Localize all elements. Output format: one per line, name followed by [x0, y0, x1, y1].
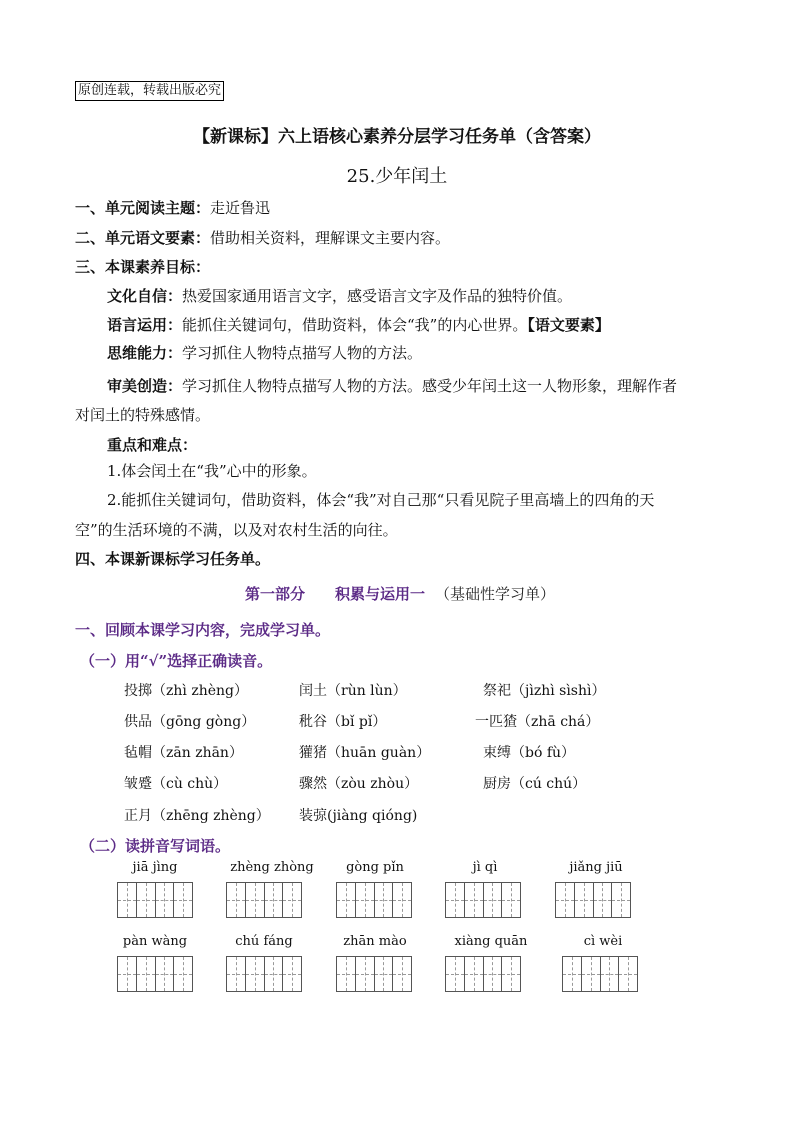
document-title: 【新课标】六上语核心素养分层学习任务单（含答案） — [193, 127, 601, 147]
pronunciation-item: 一匹猹（zhā chá） — [475, 714, 600, 730]
pronunciation-item: 秕谷（bǐ pǐ） — [299, 714, 387, 730]
writing-grid[interactable] — [226, 956, 302, 992]
pinyin-label: jiǎng jiū — [569, 860, 623, 875]
goal-aesthetic — [107, 376, 677, 396]
goal-text: 能抓住关键词句，借助资料，体会“我”的内心世界。 — [182, 316, 528, 334]
pronunciation-item: 毡帽（zān zhān） — [124, 745, 243, 761]
lesson-title: 25.少年闰土 — [346, 166, 448, 187]
part-subtitle: 积累与运用一 — [335, 585, 426, 603]
section-language-element — [75, 228, 450, 248]
section-task-list: 四、本课新课标学习任务单。 — [75, 550, 271, 568]
goal-label: 文化自信： — [107, 287, 183, 305]
goal-thinking — [107, 343, 422, 363]
pronunciation-item: 獾猪（huān guàn） — [299, 745, 431, 761]
goal-text: 学习抓住人物特点描写人物的方法。 — [182, 344, 423, 362]
pinyin-label: cì wèi — [583, 934, 623, 949]
pronunciation-item: 装弶(jiàng qióng) — [299, 808, 418, 824]
key-point-2-cont: 空”的生活环境的不满，以及对农村生活的向往。 — [75, 521, 398, 539]
writing-grid[interactable] — [117, 956, 193, 992]
pronunciation-item: 皱蹙（cù chù） — [124, 776, 228, 792]
pinyin-label: jiā jìng — [132, 860, 178, 875]
section-text: 借助相关资料，理解课文主要内容。 — [210, 229, 451, 247]
writing-grid[interactable] — [562, 956, 638, 992]
part-note: （基础性学习单） — [435, 585, 556, 603]
writing-grid[interactable] — [117, 882, 193, 918]
writing-grid[interactable] — [336, 956, 412, 992]
goal-label: 审美创造： — [107, 377, 183, 395]
pinyin-label: jì qì — [472, 860, 498, 875]
goal-aesthetic-cont: 对闰土的特殊感情。 — [75, 406, 211, 424]
copyright-notice: 原创连载，转载出版必究 — [75, 81, 224, 101]
goal-language — [107, 315, 610, 335]
section-reading-theme — [75, 198, 270, 218]
goal-label: 语言运用： — [107, 316, 183, 334]
section-label: 二、单元语文要素： — [75, 229, 211, 247]
pinyin-label: zhèng zhòng — [230, 860, 314, 875]
key-point-2: 2.能抓住关键词句，借助资料，体会“我”对自己那“只看见院子里高墙上的四角的天 — [107, 491, 655, 509]
pronunciation-item: 骤然（zòu zhòu） — [299, 776, 419, 792]
writing-grid[interactable] — [226, 882, 302, 918]
section-label: 一、单元阅读主题： — [75, 199, 211, 217]
writing-grid[interactable] — [336, 882, 412, 918]
writing-grid[interactable] — [445, 882, 521, 918]
writing-grid[interactable] — [555, 882, 631, 918]
goal-text: 学习抓住人物特点描写人物的方法。感受少年闰土这一人物形象，理解作者 — [182, 377, 678, 395]
section-goals: 三、本课素养目标： — [75, 258, 211, 276]
goal-label: 思维能力： — [107, 344, 183, 362]
task-review-heading: 一、回顾本课学习内容，完成学习单。 — [75, 621, 331, 639]
section-text: 走近鲁迅 — [210, 199, 271, 217]
key-points-label: 重点和难点： — [107, 436, 198, 454]
part-heading — [245, 584, 555, 604]
writing-grid[interactable] — [445, 956, 521, 992]
pronunciation-item: 祭祀（jìzhì sìshì） — [483, 683, 606, 699]
goal-text: 热爱国家通用语言文字，感受语言文字及作品的独特价值。 — [182, 287, 573, 305]
pronunciation-item: 闰土（rùn lùn） — [299, 683, 407, 699]
pronunciation-item: 投掷（zhì zhèng） — [124, 683, 248, 699]
key-point-1: 1.体会闰土在“我”心中的形象。 — [107, 462, 317, 480]
goal-tag: 【语文要素】 — [527, 316, 610, 334]
pronunciation-item: 供品（gōng gòng） — [124, 714, 256, 730]
pinyin-label: gòng pǐn — [346, 860, 404, 875]
pronunciation-heading: （一）用“√”选择正确读音。 — [80, 652, 273, 670]
goal-culture — [107, 286, 572, 306]
pinyin-label: xiàng quān — [454, 934, 528, 949]
part-title: 第一部分 — [245, 585, 306, 603]
pinyin-writing-heading: （二）读拼音写词语。 — [80, 837, 231, 855]
pronunciation-item: 束缚（bó fù） — [483, 745, 576, 761]
pinyin-label: chú fáng — [235, 934, 293, 949]
pronunciation-item: 厨房（cú chú） — [483, 776, 587, 792]
pronunciation-item: 正月（zhēng zhèng） — [124, 808, 270, 824]
pinyin-label: zhān mào — [343, 934, 407, 949]
pinyin-label: pàn wàng — [122, 934, 188, 949]
